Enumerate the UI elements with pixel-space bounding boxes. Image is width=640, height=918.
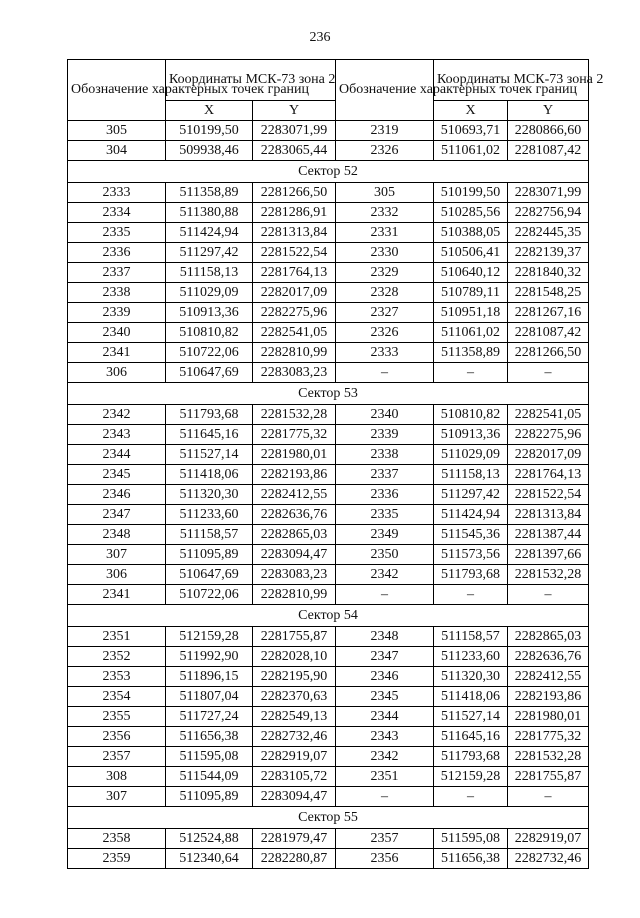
cell-x-left: 510647,69 bbox=[166, 363, 253, 383]
cell-x-right: 511233,60 bbox=[434, 647, 508, 667]
cell-point-left: 2348 bbox=[68, 525, 166, 545]
cell-x-right: 511545,36 bbox=[434, 525, 508, 545]
cell-x-left: 510199,50 bbox=[166, 121, 253, 141]
cell-x-right: 511029,09 bbox=[434, 445, 508, 465]
table-row bbox=[68, 283, 589, 303]
table-row bbox=[68, 485, 589, 505]
cell-y-right: – bbox=[508, 787, 589, 807]
cell-y-left: 2283071,99 bbox=[253, 121, 336, 141]
cell-y-left: 2281532,28 bbox=[253, 405, 336, 425]
header-point-label-right: Обозначение характерных точек границ bbox=[336, 60, 434, 121]
cell-point-right: 2333 bbox=[336, 343, 434, 363]
table-row bbox=[68, 849, 589, 869]
cell-point-right: 2351 bbox=[336, 767, 434, 787]
cell-x-left: 511320,30 bbox=[166, 485, 253, 505]
cell-x-left: 511656,38 bbox=[166, 727, 253, 747]
cell-x-left: 509938,46 bbox=[166, 141, 253, 161]
cell-x-left: 512159,28 bbox=[166, 627, 253, 647]
cell-point-right: 2327 bbox=[336, 303, 434, 323]
cell-x-right: 511645,16 bbox=[434, 727, 508, 747]
cell-x-right: 511656,38 bbox=[434, 849, 508, 869]
cell-y-right: 2281522,54 bbox=[508, 485, 589, 505]
cell-x-right: 511358,89 bbox=[434, 343, 508, 363]
cell-y-right: 2280866,60 bbox=[508, 121, 589, 141]
table-row bbox=[68, 747, 589, 767]
cell-y-left: 2282280,87 bbox=[253, 849, 336, 869]
cell-x-right: – bbox=[434, 787, 508, 807]
cell-x-right: 510506,41 bbox=[434, 243, 508, 263]
cell-point-left: 2359 bbox=[68, 849, 166, 869]
cell-y-right: – bbox=[508, 585, 589, 605]
cell-x-left: 511807,04 bbox=[166, 687, 253, 707]
cell-x-left: 512524,88 bbox=[166, 829, 253, 849]
cell-x-right: 511527,14 bbox=[434, 707, 508, 727]
cell-y-left: 2282195,90 bbox=[253, 667, 336, 687]
cell-point-right: 2326 bbox=[336, 141, 434, 161]
cell-y-right: 2281087,42 bbox=[508, 323, 589, 343]
cell-y-right: 2282412,55 bbox=[508, 667, 589, 687]
cell-y-right: 2281980,01 bbox=[508, 707, 589, 727]
cell-point-right: 2331 bbox=[336, 223, 434, 243]
cell-y-left: 2281764,13 bbox=[253, 263, 336, 283]
cell-x-right: 511320,30 bbox=[434, 667, 508, 687]
cell-point-left: 2334 bbox=[68, 203, 166, 223]
cell-point-left: 2336 bbox=[68, 243, 166, 263]
cell-x-right: 510285,56 bbox=[434, 203, 508, 223]
cell-point-right: 2357 bbox=[336, 829, 434, 849]
cell-y-right: 2282865,03 bbox=[508, 627, 589, 647]
cell-y-left: 2281980,01 bbox=[253, 445, 336, 465]
cell-x-right: – bbox=[434, 363, 508, 383]
table-row bbox=[68, 405, 589, 425]
cell-x-right: – bbox=[434, 585, 508, 605]
cell-x-left: 510913,36 bbox=[166, 303, 253, 323]
cell-y-left: 2282919,07 bbox=[253, 747, 336, 767]
cell-y-left: 2282810,99 bbox=[253, 585, 336, 605]
cell-point-left: 308 bbox=[68, 767, 166, 787]
table-row bbox=[68, 829, 589, 849]
cell-point-right: 2343 bbox=[336, 727, 434, 747]
cell-point-right: 2347 bbox=[336, 647, 434, 667]
table-row bbox=[68, 505, 589, 525]
cell-x-left: 511992,90 bbox=[166, 647, 253, 667]
cell-y-left: 2282275,96 bbox=[253, 303, 336, 323]
cell-x-left: 511595,08 bbox=[166, 747, 253, 767]
cell-x-left: 511380,88 bbox=[166, 203, 253, 223]
header-point-label-left: Обозначение характерных точек границ bbox=[68, 60, 166, 121]
table-header bbox=[68, 60, 604, 121]
header-y-left: Y bbox=[253, 101, 336, 121]
cell-y-right: 2281397,66 bbox=[508, 545, 589, 565]
cell-y-right: 2282139,37 bbox=[508, 243, 589, 263]
cell-y-left: 2283105,72 bbox=[253, 767, 336, 787]
cell-y-left: 2281775,32 bbox=[253, 425, 336, 445]
cell-point-left: 2344 bbox=[68, 445, 166, 465]
cell-y-right: 2281266,50 bbox=[508, 343, 589, 363]
cell-point-left: 305 bbox=[68, 121, 166, 141]
cell-x-right: 510789,11 bbox=[434, 283, 508, 303]
cell-point-right: – bbox=[336, 585, 434, 605]
cell-point-right: 2342 bbox=[336, 747, 434, 767]
cell-y-right: 2281755,87 bbox=[508, 767, 589, 787]
table-row bbox=[68, 667, 589, 687]
cell-x-right: 510913,36 bbox=[434, 425, 508, 445]
table-row bbox=[68, 727, 589, 747]
cell-x-left: 510647,69 bbox=[166, 565, 253, 585]
table-row bbox=[68, 465, 589, 485]
table-row bbox=[68, 707, 589, 727]
cell-y-left: 2282865,03 bbox=[253, 525, 336, 545]
cell-point-left: 2358 bbox=[68, 829, 166, 849]
cell-x-right: 510199,50 bbox=[434, 183, 508, 203]
table-row bbox=[68, 121, 589, 141]
cell-y-left: 2282636,76 bbox=[253, 505, 336, 525]
table-row bbox=[68, 323, 589, 343]
cell-y-right: 2281267,16 bbox=[508, 303, 589, 323]
cell-y-left: 2283065,44 bbox=[253, 141, 336, 161]
cell-x-right: 511573,56 bbox=[434, 545, 508, 565]
cell-y-left: 2281266,50 bbox=[253, 183, 336, 203]
cell-y-right: 2281532,28 bbox=[508, 565, 589, 585]
cell-x-left: 511158,57 bbox=[166, 525, 253, 545]
cell-point-right: – bbox=[336, 363, 434, 383]
table-row bbox=[68, 343, 589, 363]
cell-point-right: 2345 bbox=[336, 687, 434, 707]
cell-y-right: 2281548,25 bbox=[508, 283, 589, 303]
cell-point-right: 2346 bbox=[336, 667, 434, 687]
header-y-right: Y bbox=[508, 101, 589, 121]
sector-title: Сектор 53 bbox=[68, 383, 589, 405]
table-body bbox=[68, 121, 589, 869]
cell-point-right: 2332 bbox=[336, 203, 434, 223]
cell-point-left: 2352 bbox=[68, 647, 166, 667]
cell-point-right: 2335 bbox=[336, 505, 434, 525]
cell-point-left: 2335 bbox=[68, 223, 166, 243]
table-row bbox=[68, 223, 589, 243]
cell-y-left: 2282017,09 bbox=[253, 283, 336, 303]
cell-y-left: 2282193,86 bbox=[253, 465, 336, 485]
cell-y-right: 2282541,05 bbox=[508, 405, 589, 425]
cell-y-right: 2282732,46 bbox=[508, 849, 589, 869]
table-row bbox=[68, 363, 589, 383]
cell-y-left: 2282028,10 bbox=[253, 647, 336, 667]
cell-point-left: 2338 bbox=[68, 283, 166, 303]
cell-y-right: 2282445,35 bbox=[508, 223, 589, 243]
cell-y-right: 2281313,84 bbox=[508, 505, 589, 525]
table-row bbox=[68, 647, 589, 667]
sector-title: Сектор 52 bbox=[68, 161, 589, 183]
cell-point-right: 2348 bbox=[336, 627, 434, 647]
cell-x-left: 511793,68 bbox=[166, 405, 253, 425]
cell-point-right: 2342 bbox=[336, 565, 434, 585]
cell-point-left: 2341 bbox=[68, 343, 166, 363]
cell-y-left: 2283083,23 bbox=[253, 363, 336, 383]
cell-x-left: 511095,89 bbox=[166, 545, 253, 565]
cell-y-left: 2283094,47 bbox=[253, 545, 336, 565]
cell-x-left: 511297,42 bbox=[166, 243, 253, 263]
cell-point-right: 2339 bbox=[336, 425, 434, 445]
page-number: 236 bbox=[309, 30, 331, 45]
cell-point-right: 2319 bbox=[336, 121, 434, 141]
table-row bbox=[68, 243, 589, 263]
cell-point-right: – bbox=[336, 787, 434, 807]
cell-x-right: 511793,68 bbox=[434, 565, 508, 585]
cell-x-left: 511233,60 bbox=[166, 505, 253, 525]
cell-x-left: 511527,14 bbox=[166, 445, 253, 465]
cell-y-left: 2282412,55 bbox=[253, 485, 336, 505]
cell-x-left: 511896,15 bbox=[166, 667, 253, 687]
cell-point-left: 2342 bbox=[68, 405, 166, 425]
cell-x-left: 511727,24 bbox=[166, 707, 253, 727]
table-row bbox=[68, 767, 589, 787]
cell-x-left: 510722,06 bbox=[166, 585, 253, 605]
sector-row bbox=[68, 605, 589, 627]
cell-x-left: 511158,13 bbox=[166, 263, 253, 283]
table-row bbox=[68, 627, 589, 647]
table-row bbox=[68, 203, 589, 223]
cell-point-left: 2339 bbox=[68, 303, 166, 323]
cell-point-right: 2328 bbox=[336, 283, 434, 303]
cell-point-right: 2326 bbox=[336, 323, 434, 343]
cell-point-left: 306 bbox=[68, 363, 166, 383]
table-row bbox=[68, 525, 589, 545]
cell-x-right: 511061,02 bbox=[434, 323, 508, 343]
cell-y-left: 2283094,47 bbox=[253, 787, 336, 807]
header-x-left: X bbox=[166, 101, 253, 121]
cell-point-right: 2330 bbox=[336, 243, 434, 263]
cell-x-right: 511424,94 bbox=[434, 505, 508, 525]
table-row bbox=[68, 183, 589, 203]
cell-y-right: 2281087,42 bbox=[508, 141, 589, 161]
cell-point-left: 2337 bbox=[68, 263, 166, 283]
cell-x-left: 511029,09 bbox=[166, 283, 253, 303]
cell-point-right: 2349 bbox=[336, 525, 434, 545]
cell-y-right: 2282756,94 bbox=[508, 203, 589, 223]
cell-x-right: 510810,82 bbox=[434, 405, 508, 425]
cell-y-left: 2281313,84 bbox=[253, 223, 336, 243]
table-row bbox=[68, 141, 589, 161]
cell-point-left: 2351 bbox=[68, 627, 166, 647]
cell-x-left: 511645,16 bbox=[166, 425, 253, 445]
cell-point-left: 2345 bbox=[68, 465, 166, 485]
cell-y-right: 2281387,44 bbox=[508, 525, 589, 545]
cell-point-left: 304 bbox=[68, 141, 166, 161]
table-row bbox=[68, 545, 589, 565]
table-row bbox=[68, 445, 589, 465]
cell-point-right: 2356 bbox=[336, 849, 434, 869]
cell-point-left: 2357 bbox=[68, 747, 166, 767]
cell-point-left: 2343 bbox=[68, 425, 166, 445]
cell-point-right: 2350 bbox=[336, 545, 434, 565]
header-coords-left: Координаты МСК-73 зона 2 bbox=[166, 60, 336, 101]
cell-y-left: 2283083,23 bbox=[253, 565, 336, 585]
cell-y-left: 2282541,05 bbox=[253, 323, 336, 343]
sector-title: Сектор 55 bbox=[68, 807, 589, 829]
cell-y-left: 2281979,47 bbox=[253, 829, 336, 849]
header-coords-right: Координаты МСК-73 зона 2 bbox=[434, 60, 589, 101]
cell-y-right: 2281775,32 bbox=[508, 727, 589, 747]
cell-x-right: 510640,12 bbox=[434, 263, 508, 283]
cell-y-left: 2281286,91 bbox=[253, 203, 336, 223]
sector-row bbox=[68, 383, 589, 405]
cell-point-left: 2353 bbox=[68, 667, 166, 687]
table-row bbox=[68, 263, 589, 283]
table-row bbox=[68, 303, 589, 323]
cell-y-right: 2282017,09 bbox=[508, 445, 589, 465]
cell-point-left: 307 bbox=[68, 545, 166, 565]
cell-x-right: 512159,28 bbox=[434, 767, 508, 787]
cell-x-right: 511158,57 bbox=[434, 627, 508, 647]
table-row bbox=[68, 585, 589, 605]
cell-point-right: 305 bbox=[336, 183, 434, 203]
cell-x-right: 511297,42 bbox=[434, 485, 508, 505]
cell-x-left: 512340,64 bbox=[166, 849, 253, 869]
cell-y-right: 2282193,86 bbox=[508, 687, 589, 707]
cell-y-right: 2282636,76 bbox=[508, 647, 589, 667]
cell-y-left: 2282549,13 bbox=[253, 707, 336, 727]
cell-y-right: 2281764,13 bbox=[508, 465, 589, 485]
cell-point-right: 2340 bbox=[336, 405, 434, 425]
cell-y-right: 2282275,96 bbox=[508, 425, 589, 445]
table-row bbox=[68, 565, 589, 585]
cell-point-left: 2347 bbox=[68, 505, 166, 525]
cell-x-right: 511418,06 bbox=[434, 687, 508, 707]
cell-point-left: 2346 bbox=[68, 485, 166, 505]
table-row bbox=[68, 687, 589, 707]
cell-y-right: 2282919,07 bbox=[508, 829, 589, 849]
cell-point-left: 306 bbox=[68, 565, 166, 585]
cell-y-left: 2282732,46 bbox=[253, 727, 336, 747]
table-row bbox=[68, 425, 589, 445]
cell-x-right: 510693,71 bbox=[434, 121, 508, 141]
header-x-right: X bbox=[434, 101, 508, 121]
cell-point-right: 2336 bbox=[336, 485, 434, 505]
cell-point-left: 2341 bbox=[68, 585, 166, 605]
table-row bbox=[68, 787, 589, 807]
cell-point-right: 2338 bbox=[336, 445, 434, 465]
cell-point-left: 2333 bbox=[68, 183, 166, 203]
cell-point-right: 2337 bbox=[336, 465, 434, 485]
cell-x-left: 511544,09 bbox=[166, 767, 253, 787]
cell-x-right: 511793,68 bbox=[434, 747, 508, 767]
cell-x-right: 510951,18 bbox=[434, 303, 508, 323]
cell-x-left: 510810,82 bbox=[166, 323, 253, 343]
cell-point-left: 2354 bbox=[68, 687, 166, 707]
cell-y-left: 2282810,99 bbox=[253, 343, 336, 363]
cell-y-right: 2281840,32 bbox=[508, 263, 589, 283]
cell-point-left: 2340 bbox=[68, 323, 166, 343]
sector-row bbox=[68, 807, 589, 829]
cell-x-left: 511095,89 bbox=[166, 787, 253, 807]
cell-point-left: 2355 bbox=[68, 707, 166, 727]
sector-title: Сектор 54 bbox=[68, 605, 589, 627]
cell-x-right: 511158,13 bbox=[434, 465, 508, 485]
sector-row bbox=[68, 161, 589, 183]
cell-x-left: 511424,94 bbox=[166, 223, 253, 243]
coordinates-table bbox=[67, 59, 604, 869]
cell-point-right: 2329 bbox=[336, 263, 434, 283]
cell-y-left: 2281755,87 bbox=[253, 627, 336, 647]
cell-x-left: 510722,06 bbox=[166, 343, 253, 363]
cell-y-left: 2282370,63 bbox=[253, 687, 336, 707]
cell-x-left: 511418,06 bbox=[166, 465, 253, 485]
cell-y-right: 2281532,28 bbox=[508, 747, 589, 767]
cell-x-left: 511358,89 bbox=[166, 183, 253, 203]
cell-point-left: 2356 bbox=[68, 727, 166, 747]
cell-point-right: 2344 bbox=[336, 707, 434, 727]
cell-x-right: 510388,05 bbox=[434, 223, 508, 243]
cell-point-left: 307 bbox=[68, 787, 166, 807]
cell-x-right: 511061,02 bbox=[434, 141, 508, 161]
cell-y-right: 2283071,99 bbox=[508, 183, 589, 203]
cell-y-right: – bbox=[508, 363, 589, 383]
cell-x-right: 511595,08 bbox=[434, 829, 508, 849]
cell-y-left: 2281522,54 bbox=[253, 243, 336, 263]
